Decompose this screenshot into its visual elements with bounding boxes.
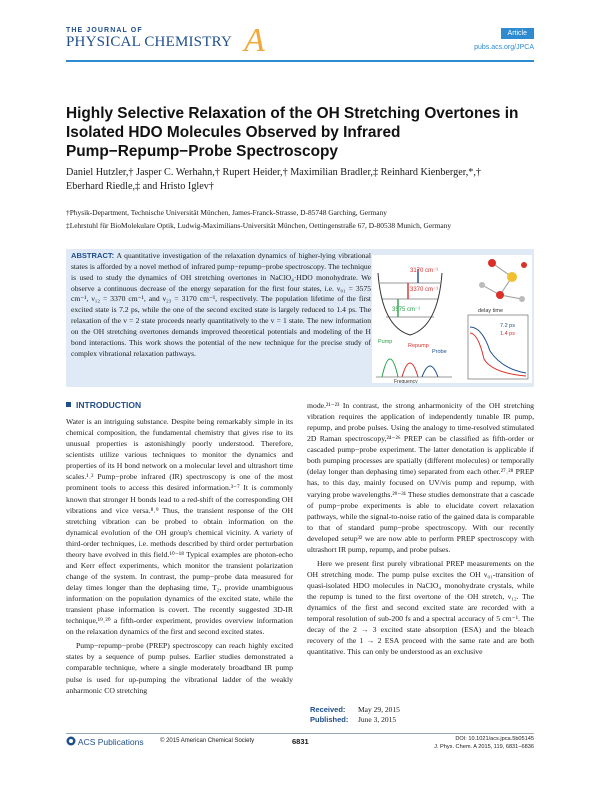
toc-energy-3: 3575 cm⁻¹ <box>392 307 421 313</box>
page-number: 6831 <box>292 737 309 746</box>
publisher-name: ACS Publications <box>77 737 144 747</box>
affiliation-1: †Physik-Department, Technische Universität München, James-Franck-Strasse, D-85748 Garching, Germany <box>66 208 387 217</box>
received-label: Received: <box>310 705 346 714</box>
publication-dates <box>310 705 400 725</box>
header-rule <box>66 60 534 62</box>
received-date: May 29, 2015 <box>358 705 400 714</box>
published-label: Published: <box>310 715 349 724</box>
author-list <box>66 166 536 194</box>
doi-block <box>390 736 534 751</box>
intro-paragraph-3: mode.²¹⁻²³ In contrast, the strong anharmonicity of the OH stretching vibration requires the application of independently tunable IR pump, repump, and probe pulses. Using the analogy to time-resolved stimulated 2D Raman spectroscopy,²⁴⁻²⁶ PREP can be classified as fifth-order or cascaded pump−probe experiment. The latter denotation is applicable if both pumping processes are spatially (different molecules) or temporally (delay longer than dephasing time) separated from each other.²⁷˒²⁸ PREP has, to this day, mainly focused on UV/vis pump and repump, with varying probe wavelengths.²⁹⁻³¹ These studies demonstrate that a cascade of pump−probe experiments is able to elucidate covert relaxation pathways, while the signal-to-noise ratio of the gained data is comparable to that of standard pump−probe spectroscopy. With our recently developed setup³² we are now able to perform PREP spectroscopy with ultrashort IR pump, repump, and probe pulses. <box>307 401 534 554</box>
journal-url-link[interactable]: pubs.acs.org/JPCA <box>474 44 534 51</box>
citation: J. Phys. Chem. A 2015, 119, 6831−6836 <box>434 743 534 750</box>
author-line-1: Daniel Hutzler,† Jasper C. Werhahn,† Rupert Heider,† Maximilian Bradler,‡ Reinhard Kienberger,*,† <box>66 167 482 178</box>
journal-name-top: THE JOURNAL OF <box>66 27 143 34</box>
section-square-icon <box>66 402 71 407</box>
doi-link[interactable]: DOI: 10.1021/acs.jpca.5b05145 <box>455 736 534 742</box>
copyright: © 2015 American Chemical Society <box>160 738 255 744</box>
abstract-text: A quantitative investigation of the relaxation dynamics of higher-lying vibrational states is afforded by a novel method of infrared pump−repump−probe spectroscopy. The technique is used to study the dynamics of OH stretching overtones in NaClO₄·HDO monohydrate. We observe a continuous decrease of the energy separation for the first four states, i.e. ν₀₁ = 3575 cm⁻¹, ν₁₂ = 3370 cm⁻¹, and ν₂₃ = 3170 cm⁻¹, respectively. The population lifetime of the first excited state is 7.2 ps, while the one of the second excited state is largely reduced to 1.4 ps. The relaxation of the v = 2 state proceeds nearly quantitatively to the v = 1 state. The new information on the OH stretching overtones demands improved theoretical potentials and modeling of the H bond interactions. This work shows the potential of the new technique for the precise study of complex vibrational relaxation pathways. <box>71 251 371 358</box>
toc-pump-label: Pump <box>378 339 393 345</box>
toc-lifetime-2: 1.4 ps <box>500 331 515 337</box>
toc-frequency-label: Frequency <box>394 379 418 383</box>
right-column <box>307 400 534 657</box>
intro-paragraph-2: Pump−repump−probe (PREP) spectroscopy can reach highly excited states by a sequence of pump pulses. Earlier studies demonstrated a comparable technique, where a single moderately broadband IR pump pulse is used for up-pumping the vibrational ladder of the weakly anharmonic CO stretching <box>66 641 293 695</box>
toc-delay-label: delay time <box>478 308 504 314</box>
toc-graphic <box>372 255 532 383</box>
published-date: June 3, 2015 <box>358 715 397 724</box>
left-column <box>66 400 293 696</box>
toc-probe-label: Probe <box>432 349 447 355</box>
article-type-badge: Article <box>501 28 534 39</box>
toc-lifetime-1: 7.2 ps <box>500 323 515 329</box>
toc-energy-2: 3370 cm⁻¹ <box>410 287 439 293</box>
journal-name-main: PHYSICAL CHEMISTRY <box>66 34 232 50</box>
article-title: Highly Selective Relaxation of the OH Stretching Overtones in Isolated HDO Molecules Observed by Infrared Pump−Repump−Probe Spectroscopy <box>66 105 519 160</box>
intro-heading: INTRODUCTION <box>66 400 293 411</box>
publisher-logo <box>66 736 144 747</box>
acs-logo-icon <box>66 736 76 746</box>
intro-paragraph-1: Water is an intriguing substance. Despite being remarkably simple in its chemical composition, the fundamental chemistry that gives rise to its unusual properties is astonishingly poorly understood. Therefore, scientists utilize various techniques to monitor the dynamics and properties of its H bond network on a molecular level and ultrashort time scales.¹˒² Pump−probe infrared (IR) spectroscopy is one of the most prominent tools to access this desired information.³⁻⁷ It is commonly known that stronger H bonds lead to a red-shift of the corresponding OH vibrations and vice versa.⁸˒⁹ Thus, the transient response of the OH stretching vibration can be probed to obtain information on the dynamical evolution of the OH group's chemical vicinity. A variety of third-order techniques, i.e. methods described by third order perturbation theory have evolved in this field.¹⁰⁻¹⁸ Typical examples are photon-echo and Kerr effect experiments, which monitor the transient polarization change of the system. In contrast, the pump−probe data measured for delay times longer than the dephasing time, T₂, provide unambiguous information on the population dynamics of the excited state, while the transient phase information is covert. The recently suggested 3D-IR technique,¹⁹˒²⁰ a fifth-order experiment, provides overview information on the relaxation dynamics of the first and second excited states. <box>66 417 293 637</box>
author-line-2: Eberhard Riedle,‡ and Hristo Iglev† <box>66 181 214 192</box>
abstract <box>71 251 371 359</box>
toc-repump-label: Repump <box>408 343 429 349</box>
affiliation-2: ‡Lehrstuhl für BioMolekulare Optik, Ludwig-Maximilians-Universität München, Oettingenstraße 67, D-80538 Munich, Germany <box>66 221 452 230</box>
footer-rule <box>66 733 534 734</box>
intro-paragraph-4: Here we present first purely vibrational PREP measurements on the OH stretching mode. The pump pulse excites the OH ν₀₁-transition of quasi-isolated HDO molecules in NaClO₄ monohydrate crystals, while the repump is tuned to the first overtone of the OH stretch, ν₁₂. The dynamics of the first and second excited state are recorded with a temporal resolution of sub-200 fs and a spectral accuracy of 5 cm⁻¹. The decay of the 2 → 3 excited state absorption (ESA) and the bleach recovery of the 1 → 2 ESA proceed with the same rate and are both quantitative. This can only be understood as an exclusive <box>307 558 534 657</box>
journal-letter: A <box>244 22 265 59</box>
abstract-label: ABSTRACT: <box>71 251 115 260</box>
toc-energy-1: 3170 cm⁻¹ <box>410 268 439 274</box>
